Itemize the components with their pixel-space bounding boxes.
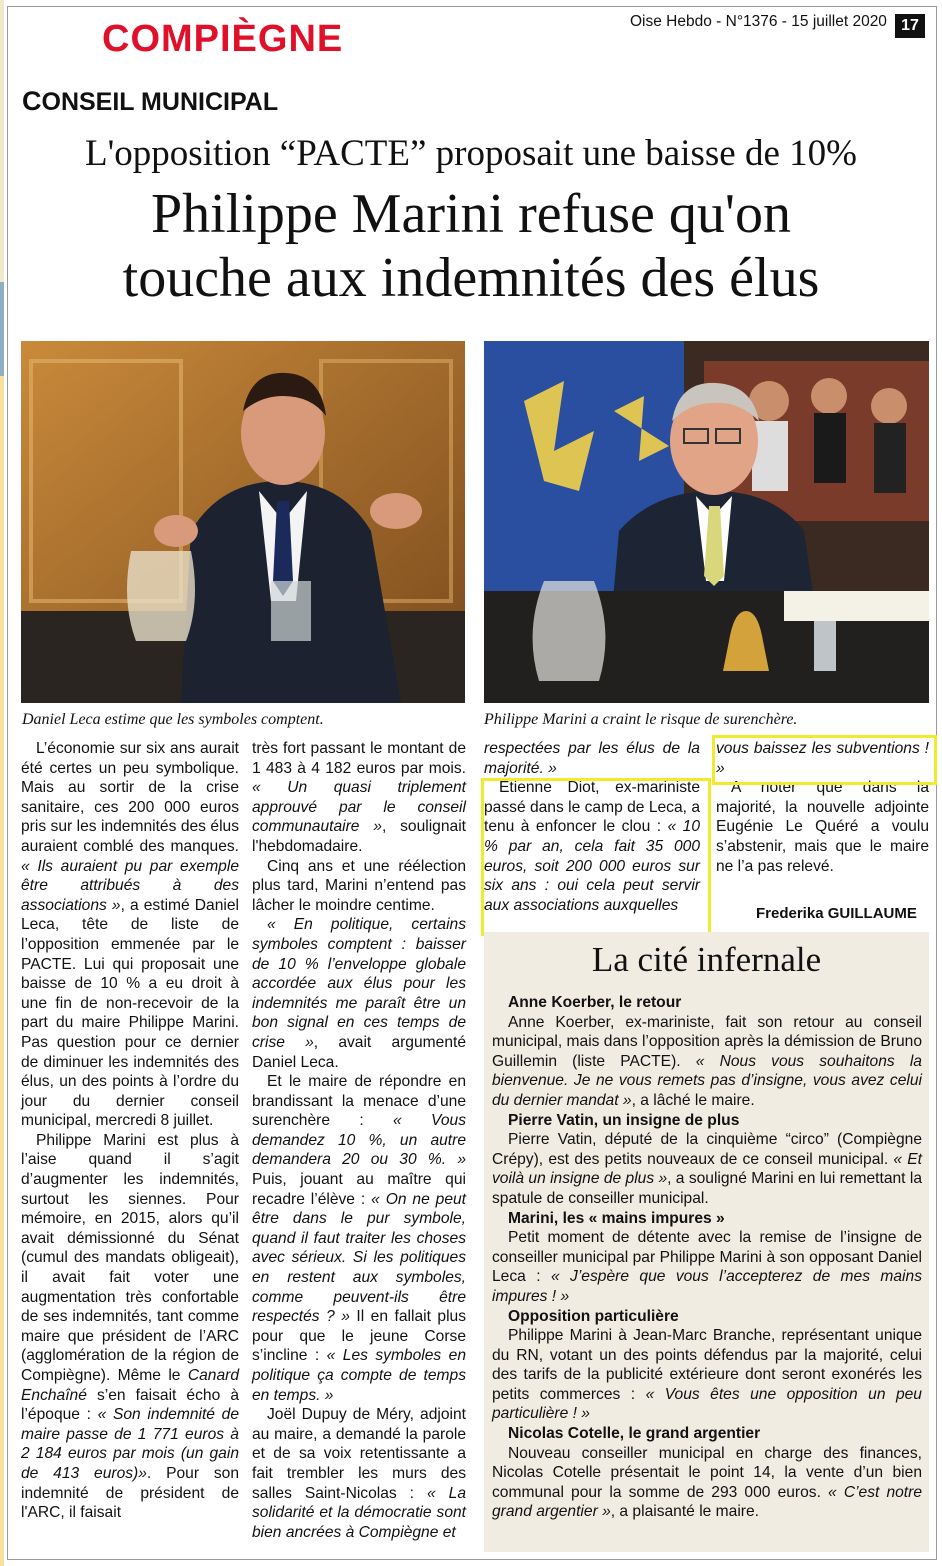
col2-para-4 (252, 1072, 466, 1405)
caption-right: Philippe Marini a craint le risque de surenchère. (484, 711, 798, 728)
highlight-box-col-3 (481, 778, 711, 936)
text-run: , a lâché le maire. (631, 1091, 755, 1109)
quote-run: « Vous demandez 10 %, un autre demandera 20 ou 30 %. » (252, 1112, 466, 1169)
text-run: Nouveau conseiller municipal en charge des finances, Nicolas Cotelle présentait le point 14, la vente d’un bien communal pour la somme de 293 000 euros. (492, 1444, 922, 1501)
quote-run: « Ils auraient pu par exemple être attribués à des associations » (21, 857, 239, 914)
article-col-1 (21, 739, 239, 1523)
sidebar-subhead: Anne Koerber, le retour (508, 994, 682, 1011)
sidebar-subhead: Pierre Vatin, un insigne de plus (508, 1111, 740, 1129)
sidebar-subhead: Opposition particulière (508, 1307, 679, 1325)
text-run: , avait argumenté Daniel Leca. (252, 1033, 466, 1071)
text-run: Joël Dupuy de Méry, adjoint au maire, a demandé la parole et de sa voix retentissante a fait trembler les murs des salles Saint-Nicolas : (252, 1406, 466, 1502)
quote-run: « Un quasi triplement approuvé par le conseil communautaire » (252, 779, 466, 836)
headline-line-1: Philippe Marini refuse qu'on (151, 183, 791, 245)
quote-run: « La solidarité et la démocratie sont bien ancrées à Compiègne et (252, 1484, 466, 1541)
text-run: s’en faisait écho à l’époque : (21, 1386, 239, 1424)
sidebar-para (492, 1013, 922, 1111)
quote-run: « On ne peut être dans le pur symbole, quand il faut traiter les choses avec sérieux. Si les politiques en restent aux symboles, comme peuvent-ils être respectés ? » (252, 1190, 466, 1326)
text-run: Il en fallait plus pour que le jeune Corse s’incline : (252, 1308, 466, 1365)
sidebar-para (492, 1228, 922, 1306)
text-run: , a estimé Daniel Leca, tête de liste de l’opposition emmenée par le PACTE. Lui qui proposait une baisse de 10 % a eu droit à une fin de non-recevoir de la part du maire Philippe Marini. Pas question pour ce dernier de diminuer les indemnités des élus, un des points à l’ordre du jour du dernier conseil municipal, mercredi 8 juillet. (21, 896, 239, 1130)
page-number: 17 (895, 14, 925, 38)
highlight-box-col-4 (712, 735, 937, 785)
text-run: , soulignait l'hebdomadaire. (252, 818, 466, 855)
col2-para-1 (252, 739, 466, 857)
quote-run: respectées par les élus de la majorité. » (484, 740, 700, 777)
kicker: L'opposition “PACTE” proposait une baisse de 10% (85, 133, 857, 174)
quote-run: vous baissez les subventions ! » (716, 740, 929, 777)
text-run: A noter que dans la majorité, la nouvelle adjointe Eugénie Le Quéré a voulu s’abstenir, mais que le maire ne l’a pas relevé. (716, 779, 929, 875)
sidebar-title: La cité infernale (591, 940, 822, 979)
headline-line-2: touche aux indemnités des élus (122, 247, 820, 309)
photo-daniel-leca (21, 341, 465, 703)
text-run: L’économie sur six ans aurait été certes un peu symbolique. Mais au sortir de la crise sanitaire, ces 200 000 euros pris sur les indemnités des élus auraient comblé des manques. (21, 740, 239, 855)
text-run: Etienne Diot, ex-mariniste passé dans le camp de Leca, a tenu à enfoncer le clou : (484, 779, 700, 836)
sidebar-para (492, 1326, 922, 1424)
byline: Frederika GUILLAUME (756, 905, 917, 922)
sidebar-subhead: Nicolas Cotelle, le grand argentier (508, 1425, 761, 1443)
text-run: , a plaisanté le maire. (610, 1503, 759, 1521)
rubric (22, 86, 278, 117)
sidebar-para (492, 1130, 922, 1208)
text-run: Et le maire de répondre en brandissant la menace d’une surenchère : (252, 1073, 466, 1130)
quote-run: « Vous êtes une opposition un peu particulière ! » (492, 1385, 922, 1423)
col1-para-1 (21, 739, 239, 1131)
col2-para-5 (252, 1405, 466, 1542)
sidebar-para (492, 1444, 922, 1522)
quote-run: « En politique, certains symboles comptent : baisser de 10 % l’enveloppe globale accordée aux élus pour les indemnités me paraît être un bon signal en ces temps de crise » (252, 916, 466, 1051)
article-col-2 (252, 739, 466, 1542)
text-run: très fort passant le montant de 1 483 à 4 182 euros par mois. (252, 740, 466, 777)
section-city-title: COMPIÈGNE (102, 18, 344, 60)
text-run: Pierre Vatin, député de la cinquième “circo” (Compiègne Crépy), est des petits nouveaux de ce conseil municipal. (492, 1131, 922, 1168)
quote-run: « Les symboles en politique ça compte de temps en temps. » (252, 1347, 466, 1404)
col2-para-2 (252, 857, 466, 916)
quote-run: Canard Enchaîné (21, 1367, 239, 1404)
issue-info: Oise Hebdo - N°1376 - 15 juillet 2020 (630, 13, 887, 30)
text-run: Philippe Marini à Jean-Marc Branche, représentant unique du RN, votant un des points défendus par la majorité, celui des tarifs de la publicité extérieure dont seront exonérés les petits commerces : (492, 1327, 922, 1403)
rubric-initial: C (22, 86, 42, 116)
text-run: , a souligné Marini en lui remettant la spatule de conseiller municipal. (492, 1170, 922, 1207)
quote-run: « Nous vous souhaitons la bienvenue. Je ne vous remets pas d’insigne, vous avez celui du dernier mandat » (492, 1052, 922, 1109)
quote-run: « Et voilà un insigne de plus » (492, 1150, 922, 1188)
col1-para-2 (21, 1131, 239, 1523)
text-run: . Pour son indemnité de président de l'ARC, il faisait (21, 1464, 240, 1522)
photo-philippe-marini (484, 341, 929, 703)
headline (0, 182, 942, 310)
caption-left: Daniel Leca estime que les symboles comptent. (22, 711, 324, 728)
quote-run: « 10 % par an, cela fait 35 000 euros, soit 200 000 euros sur six ans : oui cela peut servir aux associations auxquelles (484, 818, 700, 914)
col2-para-3 (252, 915, 466, 1072)
text-run: Petit moment de détente avec la remise de l’insigne de conseiller municipal par Philippe Marini à son opposant Daniel Leca : (492, 1229, 922, 1286)
sidebar-text (492, 993, 922, 1522)
text-run: Anne Koerber, ex-mariniste, fait son retour au conseil municipal, mais dans l’opposition après la démission de Bruno Guillemin (liste PACTE). (492, 1013, 922, 1070)
quote-run: « Son indemnité de maire passe de 1 771 euros à 2 184 euros par mois (un gain de 413 euros)» (21, 1406, 239, 1482)
col3-para-1 (484, 739, 700, 778)
text-run: Cinq ans et une réélection plus tard, Marini n’entend pas lâcher le moindre centime. (252, 857, 466, 914)
text-run: Philippe Marini est plus à l’aise quand il s’agit d’augmenter les indemnités, surtout les siennes. Pour mémoire, en 2015, alors qu’il avait démissionné du Sénat (cumul des mandats obligeait), il avait fait voter une augmentation très confortable de ses indemnités, tant comme maire que président de l’ARC (agglomération de la région de Compiègne). Même le (21, 1131, 239, 1384)
rubric-rest: ONSEIL MUNICIPAL (41, 88, 279, 116)
sidebar-subhead: Marini, les « mains impures » (508, 1209, 725, 1227)
col4-para-2 (716, 778, 929, 876)
quote-run: « J’espère que vous l’accepterez de mes mains impures ! » (492, 1268, 922, 1305)
text-run: Puis, jouant au maître qui recadre l’élève : (252, 1171, 466, 1208)
quote-run: « C’est notre grand argentier » (492, 1483, 922, 1521)
